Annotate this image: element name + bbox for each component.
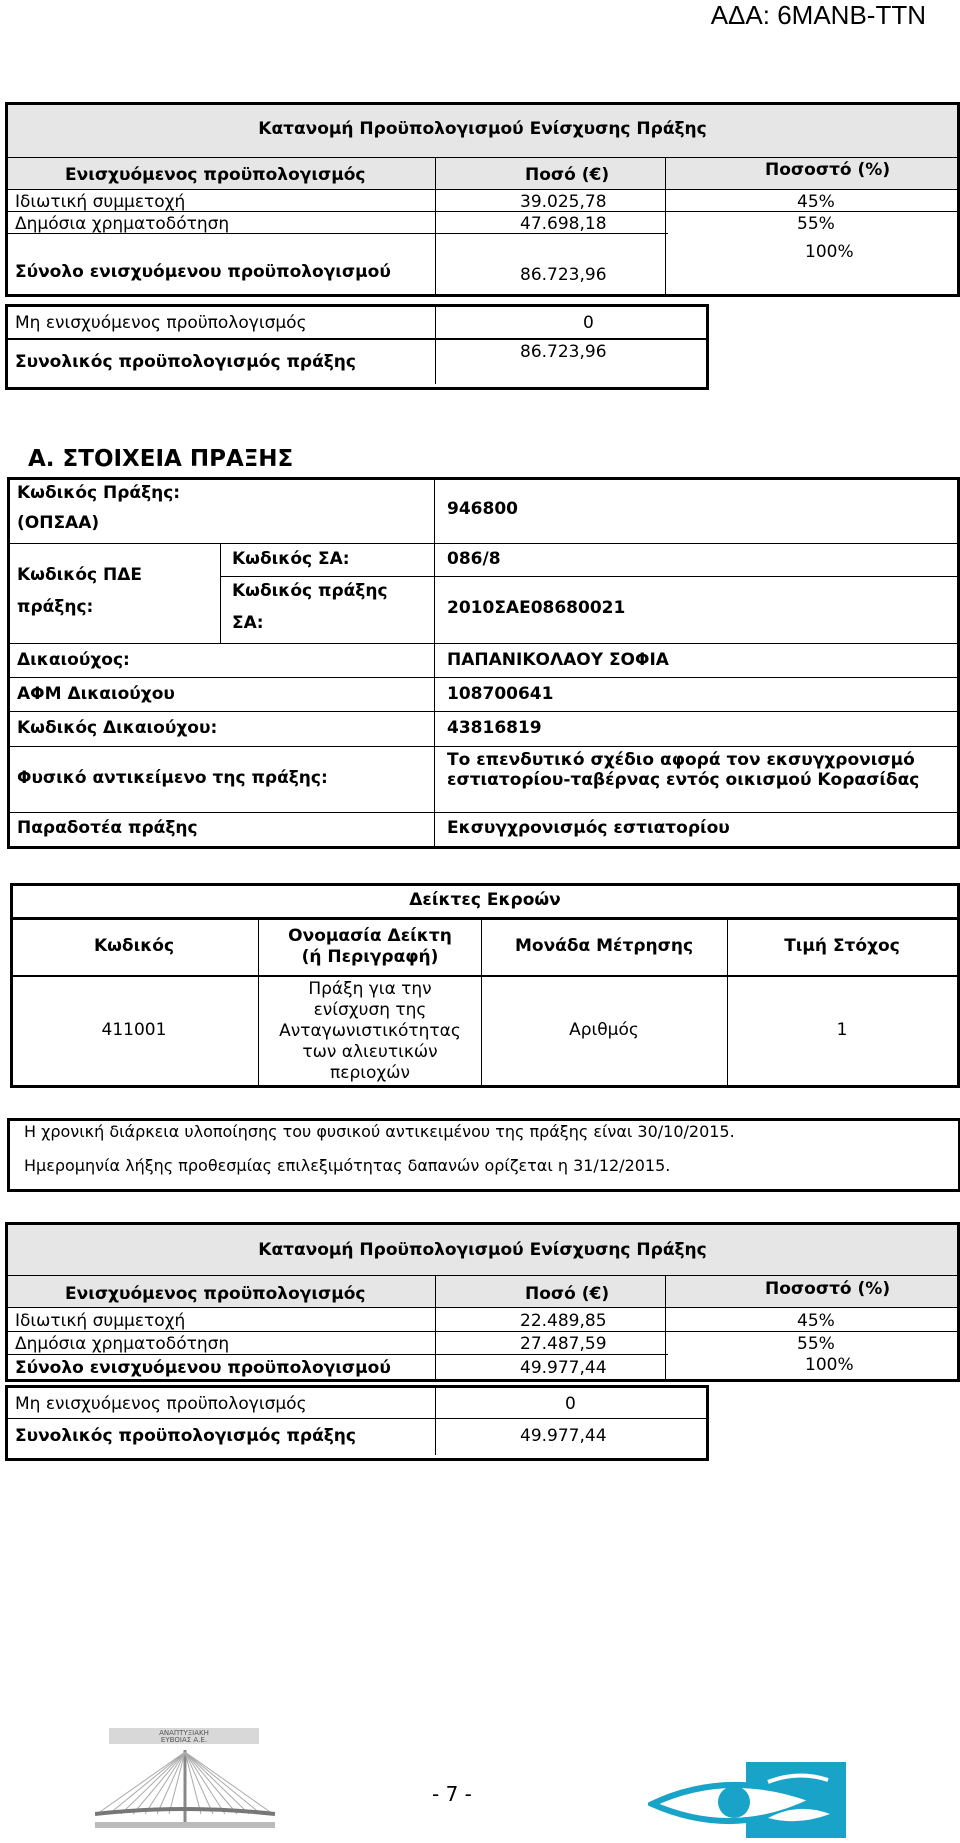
deliverables-label: Παραδοτέα πράξης bbox=[17, 818, 198, 838]
pde-label: Κωδικός ΠΔΕ bbox=[17, 565, 143, 585]
col-budget-header: Ενισχυόμενος προϋπολογισμός bbox=[65, 165, 366, 185]
svg-text:ΕΥΒΟΙΑΣ Α.Ε.: ΕΥΒΟΙΑΣ Α.Ε. bbox=[160, 1736, 208, 1744]
action-details-table bbox=[7, 477, 960, 849]
row-percent: 55% bbox=[797, 1334, 835, 1354]
row-percent: 100% bbox=[805, 1355, 854, 1375]
col-code-header: Κωδικός bbox=[93, 936, 175, 956]
duration-box bbox=[7, 1118, 960, 1192]
col-name-header: Ονομασία Δείκτη (ή Περιγραφή) bbox=[288, 926, 452, 967]
total-amount: 49.977,44 bbox=[520, 1426, 607, 1446]
indicator-name: Πράξη για την ενίσχυση της Ανταγωνιστικότητας των αλιευτικών περιοχών bbox=[279, 979, 461, 1083]
svg-text:ΑΝΑΠΤΥΞΙΑΚΗ: ΑΝΑΠΤΥΞΙΑΚΗ bbox=[159, 1729, 209, 1737]
page-number: - 7 - bbox=[432, 1782, 472, 1806]
row-amount: 39.025,78 bbox=[520, 192, 607, 212]
action-code-label: Κωδικός Πράξης: bbox=[17, 483, 181, 503]
physical-object-label: Φυσικό αντικείμενο της πράξης: bbox=[17, 768, 328, 788]
col-amount-header: Ποσό (€) bbox=[525, 165, 610, 185]
row-percent: 100% bbox=[805, 242, 854, 262]
budget-title: Κατανομή Προϋπολογισμού Ενίσχυσης Πράξης bbox=[258, 1240, 707, 1260]
total-label: Συνολικός προϋπολογισμός πράξης bbox=[15, 352, 356, 372]
program-eye-logo bbox=[648, 1762, 848, 1838]
col-budget-header: Ενισχυόμενος προϋπολογισμός bbox=[65, 1284, 366, 1304]
action-code-label-2: (ΟΠΣΑΑ) bbox=[17, 513, 100, 533]
non-supported-amount: 0 bbox=[565, 1394, 576, 1414]
budget-table-2 bbox=[5, 1222, 960, 1458]
beneficiary-code-value: 43816819 bbox=[447, 718, 542, 738]
col-percent-header: Ποσοστό (%) bbox=[765, 160, 891, 180]
row-label: Δημόσια χρηματοδότηση bbox=[15, 1334, 230, 1354]
row-amount: 27.487,59 bbox=[520, 1334, 607, 1354]
col-unit-header: Μονάδα Μέτρησης bbox=[514, 936, 694, 956]
deliverables-value: Εκσυγχρονισμός εστιατορίου bbox=[447, 818, 730, 838]
row-amount: 22.489,85 bbox=[520, 1311, 607, 1331]
non-supported-label: Μη ενισχυόμενος προϋπολογισμός bbox=[15, 1394, 307, 1414]
afm-label: ΑΦΜ Δικαιούχου bbox=[17, 684, 175, 704]
row-amount: 47.698,18 bbox=[520, 214, 607, 234]
duration-line-1: Η χρονική διάρκεια υλοποίησης του φυσικού αντικειμένου της πράξης είναι 30/10/2015. bbox=[24, 1122, 735, 1141]
total-label: Συνολικός προϋπολογισμός πράξης bbox=[15, 1426, 356, 1446]
indicator-code: 411001 bbox=[101, 1020, 167, 1040]
afm-value: 108700641 bbox=[447, 684, 554, 704]
duration-line-2: Ημερομηνία λήξης προθεσμίας επιλεξιμότητας δαπανών ορίζεται η 31/12/2015. bbox=[24, 1156, 671, 1175]
non-supported-amount: 0 bbox=[583, 313, 594, 333]
row-percent: 45% bbox=[797, 1311, 835, 1331]
budget-title: Κατανομή Προϋπολογισμού Ενίσχυσης Πράξης bbox=[258, 119, 707, 139]
development-agency-logo bbox=[95, 1722, 275, 1834]
row-percent: 55% bbox=[797, 214, 835, 234]
action-code-value: 946800 bbox=[447, 499, 518, 519]
sa-code-value: 086/8 bbox=[447, 549, 501, 569]
section-a-title: Α. ΣΤΟΙΧΕΙΑ ΠΡΑΞΗΣ bbox=[28, 446, 294, 472]
row-label: Σύνολο ενισχυόμενου προϋπολογισμού bbox=[15, 262, 391, 282]
row-label: Δημόσια χρηματοδότηση bbox=[15, 214, 230, 234]
beneficiary-code-label: Κωδικός Δικαιούχου: bbox=[17, 718, 218, 738]
indicator-target: 1 bbox=[836, 1020, 848, 1040]
row-percent: 45% bbox=[797, 192, 835, 212]
sa-action-label-2: ΣΑ: bbox=[232, 613, 264, 633]
row-label: Ιδιωτική συμμετοχή bbox=[15, 192, 186, 212]
col-target-header: Τιμή Στόχος bbox=[784, 936, 900, 956]
beneficiary-value: ΠΑΠΑΝΙΚΟΛΑΟΥ ΣΟΦΙΑ bbox=[447, 650, 669, 670]
indicator-unit: Αριθμός bbox=[569, 1020, 639, 1040]
physical-object-value: Το επενδυτικό σχέδιο αφορά τον εκσυγχρονισμό εστιατορίου-ταβέρνας εντός οικισμού Κορασίδας bbox=[447, 750, 920, 790]
row-label: Σύνολο ενισχυόμενου προϋπολογισμού bbox=[15, 1358, 391, 1378]
ada-code: ΑΔΑ: 6ΜΑΝΒ-ΤΤΝ bbox=[710, 0, 926, 30]
sa-action-label: Κωδικός πράξης bbox=[232, 581, 388, 601]
indicators-title: Δείκτες Εκροών bbox=[409, 890, 561, 910]
non-supported-label: Μη ενισχυόμενος προϋπολογισμός bbox=[15, 313, 307, 333]
beneficiary-label: Δικαιούχος: bbox=[17, 650, 130, 670]
row-label: Ιδιωτική συμμετοχή bbox=[15, 1311, 186, 1331]
indicators-table bbox=[10, 883, 960, 1088]
col-amount-header: Ποσό (€) bbox=[525, 1284, 610, 1304]
total-amount: 86.723,96 bbox=[520, 342, 607, 362]
sa-action-value: 2010ΣΑΕ08680021 bbox=[447, 598, 626, 618]
sa-code-label: Κωδικός ΣΑ: bbox=[232, 549, 350, 569]
pde-label-2: πράξης: bbox=[17, 597, 94, 617]
row-amount: 86.723,96 bbox=[520, 265, 607, 285]
budget-table-1 bbox=[5, 102, 960, 384]
col-percent-header: Ποσοστό (%) bbox=[765, 1279, 891, 1299]
row-amount: 49.977,44 bbox=[520, 1358, 607, 1378]
